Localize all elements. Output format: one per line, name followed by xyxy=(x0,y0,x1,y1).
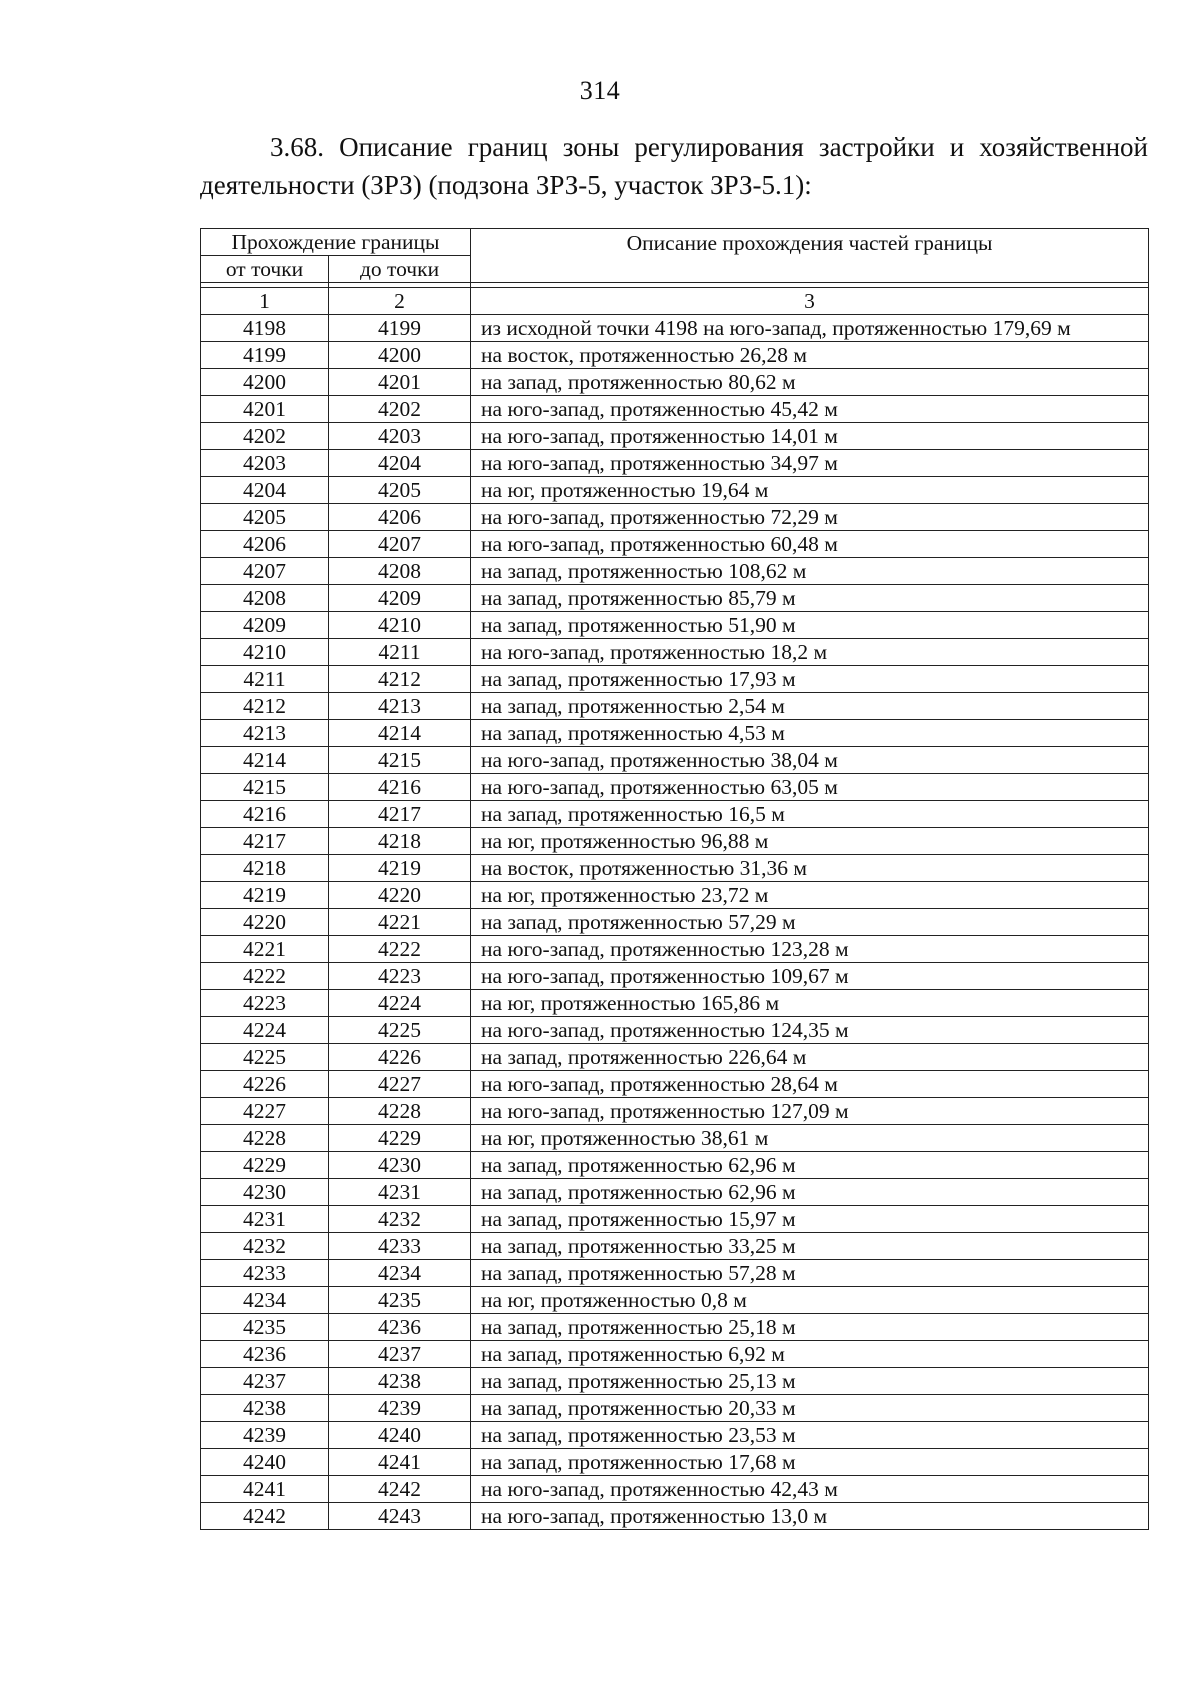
to-point-cell: 4219 xyxy=(329,855,471,882)
from-point-cell: 4234 xyxy=(201,1287,329,1314)
to-point-cell: 4215 xyxy=(329,747,471,774)
to-point-cell: 4203 xyxy=(329,423,471,450)
from-point-cell: 4233 xyxy=(201,1260,329,1287)
header-col-number-1: 1 xyxy=(201,288,329,315)
table-row xyxy=(201,504,1149,531)
to-point-cell: 4212 xyxy=(329,666,471,693)
to-point-cell: 4226 xyxy=(329,1044,471,1071)
to-point-cell: 4239 xyxy=(329,1395,471,1422)
from-point-cell: 4204 xyxy=(201,477,329,504)
table-row xyxy=(201,990,1149,1017)
table-row xyxy=(201,423,1149,450)
table-row xyxy=(201,342,1149,369)
description-cell: на запад, протяженностью 80,62 м xyxy=(471,369,1149,396)
to-point-cell: 4229 xyxy=(329,1125,471,1152)
from-point-cell: 4211 xyxy=(201,666,329,693)
from-point-cell: 4223 xyxy=(201,990,329,1017)
to-point-cell: 4205 xyxy=(329,477,471,504)
from-point-cell: 4200 xyxy=(201,369,329,396)
to-point-cell: 4235 xyxy=(329,1287,471,1314)
from-point-cell: 4220 xyxy=(201,909,329,936)
from-point-cell: 4236 xyxy=(201,1341,329,1368)
description-cell: на юго-запад, протяженностью 127,09 м xyxy=(471,1098,1149,1125)
table-row xyxy=(201,1017,1149,1044)
description-cell: на юго-запад, протяженностью 14,01 м xyxy=(471,423,1149,450)
from-point-cell: 4228 xyxy=(201,1125,329,1152)
to-point-cell: 4222 xyxy=(329,936,471,963)
table-row xyxy=(201,747,1149,774)
description-cell: на юго-запад, протяженностью 45,42 м xyxy=(471,396,1149,423)
table-row xyxy=(201,1422,1149,1449)
table-row xyxy=(201,828,1149,855)
description-cell: на восток, протяженностью 26,28 м xyxy=(471,342,1149,369)
to-point-cell: 4237 xyxy=(329,1341,471,1368)
to-point-cell: 4216 xyxy=(329,774,471,801)
from-point-cell: 4206 xyxy=(201,531,329,558)
from-point-cell: 4221 xyxy=(201,936,329,963)
table-row xyxy=(201,720,1149,747)
table-row xyxy=(201,1449,1149,1476)
header-description: Описание прохождения частей границы xyxy=(471,229,1149,283)
header-to-point: до точки xyxy=(329,256,471,283)
description-cell: на юг, протяженностью 23,72 м xyxy=(471,882,1149,909)
from-point-cell: 4216 xyxy=(201,801,329,828)
description-cell: на юго-запад, протяженностью 124,35 м xyxy=(471,1017,1149,1044)
table-row xyxy=(201,1152,1149,1179)
table-row xyxy=(201,666,1149,693)
description-cell: на юг, протяженностью 19,64 м xyxy=(471,477,1149,504)
table-row xyxy=(201,1368,1149,1395)
description-cell: на запад, протяженностью 62,96 м xyxy=(471,1152,1149,1179)
from-point-cell: 4213 xyxy=(201,720,329,747)
table-row xyxy=(201,558,1149,585)
from-point-cell: 4229 xyxy=(201,1152,329,1179)
description-cell: на запад, протяженностью 51,90 м xyxy=(471,612,1149,639)
description-cell: на запад, протяженностью 2,54 м xyxy=(471,693,1149,720)
to-point-cell: 4230 xyxy=(329,1152,471,1179)
table-row xyxy=(201,1260,1149,1287)
to-point-cell: 4199 xyxy=(329,315,471,342)
from-point-cell: 4242 xyxy=(201,1503,329,1530)
to-point-cell: 4225 xyxy=(329,1017,471,1044)
to-point-cell: 4243 xyxy=(329,1503,471,1530)
description-cell: на запад, протяженностью 17,68 м xyxy=(471,1449,1149,1476)
description-cell: на восток, протяженностью 31,36 м xyxy=(471,855,1149,882)
table-row xyxy=(201,693,1149,720)
table-row xyxy=(201,1179,1149,1206)
to-point-cell: 4208 xyxy=(329,558,471,585)
to-point-cell: 4236 xyxy=(329,1314,471,1341)
to-point-cell: 4223 xyxy=(329,963,471,990)
from-point-cell: 4201 xyxy=(201,396,329,423)
to-point-cell: 4200 xyxy=(329,342,471,369)
from-point-cell: 4232 xyxy=(201,1233,329,1260)
from-point-cell: 4198 xyxy=(201,315,329,342)
description-cell: на запад, протяженностью 25,18 м xyxy=(471,1314,1149,1341)
to-point-cell: 4234 xyxy=(329,1260,471,1287)
from-point-cell: 4208 xyxy=(201,585,329,612)
from-point-cell: 4214 xyxy=(201,747,329,774)
to-point-cell: 4224 xyxy=(329,990,471,1017)
table-row xyxy=(201,855,1149,882)
description-cell: на запад, протяженностью 25,13 м xyxy=(471,1368,1149,1395)
to-point-cell: 4240 xyxy=(329,1422,471,1449)
from-point-cell: 4224 xyxy=(201,1017,329,1044)
description-cell: на юго-запад, протяженностью 72,29 м xyxy=(471,504,1149,531)
from-point-cell: 4226 xyxy=(201,1071,329,1098)
table-row xyxy=(201,1233,1149,1260)
table-row xyxy=(201,774,1149,801)
from-point-cell: 4202 xyxy=(201,423,329,450)
description-cell: на юго-запад, протяженностью 18,2 м xyxy=(471,639,1149,666)
to-point-cell: 4214 xyxy=(329,720,471,747)
table-row xyxy=(201,315,1149,342)
description-cell: на юго-запад, протяженностью 109,67 м xyxy=(471,963,1149,990)
table-row xyxy=(201,963,1149,990)
description-cell: на запад, протяженностью 57,28 м xyxy=(471,1260,1149,1287)
to-point-cell: 4242 xyxy=(329,1476,471,1503)
table-row xyxy=(201,369,1149,396)
description-cell: на юго-запад, протяженностью 34,97 м xyxy=(471,450,1149,477)
to-point-cell: 4227 xyxy=(329,1071,471,1098)
from-point-cell: 4231 xyxy=(201,1206,329,1233)
to-point-cell: 4233 xyxy=(329,1233,471,1260)
description-cell: на запад, протяженностью 15,97 м xyxy=(471,1206,1149,1233)
from-point-cell: 4207 xyxy=(201,558,329,585)
table-row xyxy=(201,450,1149,477)
table-row xyxy=(201,1476,1149,1503)
to-point-cell: 4207 xyxy=(329,531,471,558)
table-row xyxy=(201,936,1149,963)
to-point-cell: 4211 xyxy=(329,639,471,666)
from-point-cell: 4235 xyxy=(201,1314,329,1341)
boundary-table xyxy=(200,228,1149,1530)
from-point-cell: 4238 xyxy=(201,1395,329,1422)
from-point-cell: 4222 xyxy=(201,963,329,990)
from-point-cell: 4241 xyxy=(201,1476,329,1503)
description-cell: на запад, протяженностью 17,93 м xyxy=(471,666,1149,693)
table-row xyxy=(201,1125,1149,1152)
table-row xyxy=(201,477,1149,504)
table-row xyxy=(201,909,1149,936)
description-cell: на запад, протяженностью 57,29 м xyxy=(471,909,1149,936)
description-cell: на юго-запад, протяженностью 60,48 м xyxy=(471,531,1149,558)
to-point-cell: 4209 xyxy=(329,585,471,612)
table-row xyxy=(201,1287,1149,1314)
page-number: 314 xyxy=(579,76,621,105)
to-point-cell: 4238 xyxy=(329,1368,471,1395)
header-col-number-3: 3 xyxy=(471,288,1149,315)
table-header xyxy=(201,229,1149,315)
to-point-cell: 4218 xyxy=(329,828,471,855)
table-row xyxy=(201,801,1149,828)
to-point-cell: 4213 xyxy=(329,693,471,720)
description-cell: на юго-запад, протяженностью 28,64 м xyxy=(471,1071,1149,1098)
table-body xyxy=(201,315,1149,1530)
to-point-cell: 4206 xyxy=(329,504,471,531)
from-point-cell: 4210 xyxy=(201,639,329,666)
from-point-cell: 4199 xyxy=(201,342,329,369)
to-point-cell: 4221 xyxy=(329,909,471,936)
table-row xyxy=(201,1206,1149,1233)
to-point-cell: 4220 xyxy=(329,882,471,909)
from-point-cell: 4218 xyxy=(201,855,329,882)
description-cell: на юг, протяженностью 165,86 м xyxy=(471,990,1149,1017)
description-cell: на запад, протяженностью 62,96 м xyxy=(471,1179,1149,1206)
table-row xyxy=(201,531,1149,558)
table-row xyxy=(201,1071,1149,1098)
to-point-cell: 4232 xyxy=(329,1206,471,1233)
description-cell: на юго-запад, протяженностью 13,0 м xyxy=(471,1503,1149,1530)
from-point-cell: 4205 xyxy=(201,504,329,531)
description-cell: на запад, протяженностью 16,5 м xyxy=(471,801,1149,828)
to-point-cell: 4210 xyxy=(329,612,471,639)
table-row xyxy=(201,585,1149,612)
from-point-cell: 4209 xyxy=(201,612,329,639)
to-point-cell: 4217 xyxy=(329,801,471,828)
header-from-point: от точки xyxy=(201,256,329,283)
to-point-cell: 4231 xyxy=(329,1179,471,1206)
description-cell: на запад, протяженностью 108,62 м xyxy=(471,558,1149,585)
description-cell: на юг, протяженностью 96,88 м xyxy=(471,828,1149,855)
description-cell: на запад, протяженностью 33,25 м xyxy=(471,1233,1149,1260)
description-cell: из исходной точки 4198 на юго-запад, протяженностью 179,69 м xyxy=(471,315,1149,342)
description-cell: на запад, протяженностью 85,79 м xyxy=(471,585,1149,612)
to-point-cell: 4228 xyxy=(329,1098,471,1125)
header-passage: Прохождение границы xyxy=(201,229,471,256)
from-point-cell: 4240 xyxy=(201,1449,329,1476)
table-row xyxy=(201,612,1149,639)
from-point-cell: 4219 xyxy=(201,882,329,909)
table-row xyxy=(201,1395,1149,1422)
description-cell: на юго-запад, протяженностью 42,43 м xyxy=(471,1476,1149,1503)
description-cell: на юг, протяженностью 38,61 м xyxy=(471,1125,1149,1152)
from-point-cell: 4212 xyxy=(201,693,329,720)
description-cell: на запад, протяженностью 23,53 м xyxy=(471,1422,1149,1449)
description-cell: на юго-запад, протяженностью 123,28 м xyxy=(471,936,1149,963)
section-heading: 3.68. Описание границ зоны регулирования застройки и хозяйственной деятельности (ЗРЗ) (подзона ЗРЗ-5, участок ЗРЗ-5.1): xyxy=(200,132,1148,200)
to-point-cell: 4202 xyxy=(329,396,471,423)
table-row xyxy=(201,639,1149,666)
description-cell: на юго-запад, протяженностью 38,04 м xyxy=(471,747,1149,774)
table-row xyxy=(201,1341,1149,1368)
header-col-number-2: 2 xyxy=(329,288,471,315)
description-cell: на юго-запад, протяженностью 63,05 м xyxy=(471,774,1149,801)
description-cell: на запад, протяженностью 4,53 м xyxy=(471,720,1149,747)
to-point-cell: 4241 xyxy=(329,1449,471,1476)
from-point-cell: 4230 xyxy=(201,1179,329,1206)
from-point-cell: 4203 xyxy=(201,450,329,477)
from-point-cell: 4227 xyxy=(201,1098,329,1125)
table-row xyxy=(201,882,1149,909)
from-point-cell: 4237 xyxy=(201,1368,329,1395)
from-point-cell: 4239 xyxy=(201,1422,329,1449)
table-row xyxy=(201,396,1149,423)
from-point-cell: 4217 xyxy=(201,828,329,855)
description-cell: на запад, протяженностью 20,33 м xyxy=(471,1395,1149,1422)
description-cell: на юг, протяженностью 0,8 м xyxy=(471,1287,1149,1314)
from-point-cell: 4225 xyxy=(201,1044,329,1071)
to-point-cell: 4201 xyxy=(329,369,471,396)
description-cell: на запад, протяженностью 6,92 м xyxy=(471,1341,1149,1368)
table-row xyxy=(201,1098,1149,1125)
to-point-cell: 4204 xyxy=(329,450,471,477)
table-row xyxy=(201,1314,1149,1341)
table-row xyxy=(201,1044,1149,1071)
table-row xyxy=(201,1503,1149,1530)
from-point-cell: 4215 xyxy=(201,774,329,801)
description-cell: на запад, протяженностью 226,64 м xyxy=(471,1044,1149,1071)
